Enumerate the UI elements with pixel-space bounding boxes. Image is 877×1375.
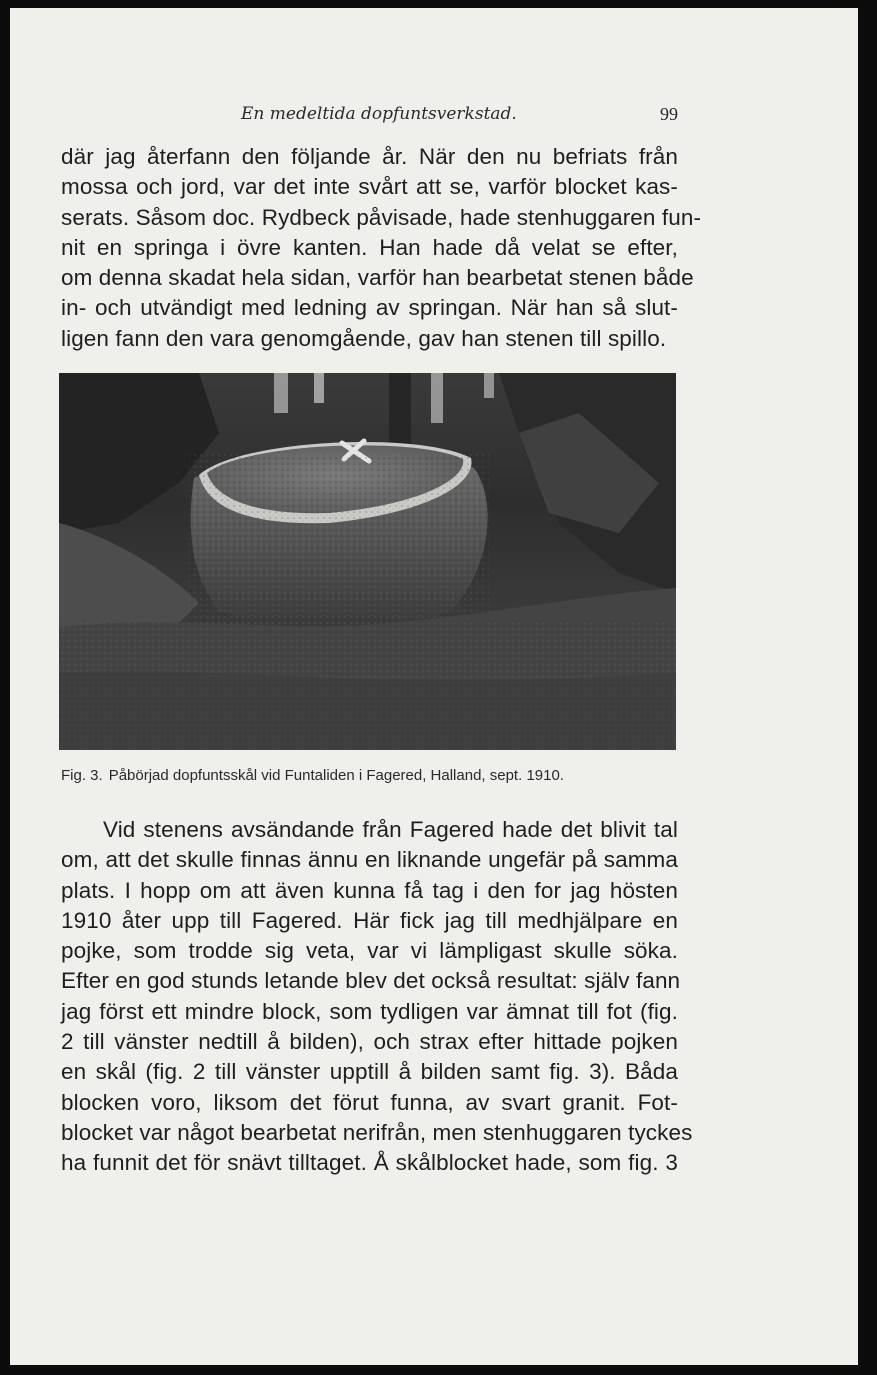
text-line: jag först ett mindre block, som tydligen var ämnat till fot (fig. bbox=[61, 998, 678, 1024]
running-title: En medeltida dopfuntsverkstad. bbox=[241, 104, 517, 124]
figure-label: Fig. 3. bbox=[61, 767, 103, 784]
figure-caption bbox=[61, 767, 678, 784]
text-line: nit en springa i övre kanten. Han hade då velat se efter, bbox=[61, 234, 678, 260]
text-line: en skål (fig. 2 till vänster upptill å bilden samt fig. 3). Båda bbox=[61, 1059, 678, 1085]
text-line: mossa och jord, var det inte svårt att se, varför blocket kas- bbox=[61, 174, 678, 200]
text-line: pojke, som trodde sig veta, var vi lämpligast skulle söka. bbox=[61, 938, 678, 964]
paragraph-2 bbox=[61, 815, 693, 1179]
photo-stone-basin bbox=[59, 373, 676, 750]
text-line: ha funnit det för snävt tilltaget. Å skålblocket hade, som fig. 3 bbox=[61, 1150, 678, 1176]
text-line: om, att det skulle finnas ännu en liknande ungefär på samma bbox=[61, 847, 678, 873]
text-line: om denna skadat hela sidan, varför han bearbetat stenen både bbox=[61, 265, 694, 291]
text-line: blocken voro, liksom det förut funna, av svart granit. Fot- bbox=[61, 1089, 678, 1115]
text-line: där jag återfann den följande år. När den nu befriats från bbox=[61, 144, 678, 169]
text-line: blocket var något bearbetat nerifrån, men stenhuggaren tyckes bbox=[61, 1119, 693, 1145]
text-line: Efter en god stunds letande blev det också resultat: själv fann bbox=[61, 968, 681, 994]
text-line: plats. I hopp om att även kunna få tag i den for jag hösten bbox=[61, 877, 678, 903]
figure-caption-text: Påbörjad dopfuntsskål vid Funtaliden i Fagered, Halland, sept. 1910. bbox=[108, 767, 564, 784]
text-line: 1910 åter upp till Fagered. Här fick jag till medhjälpare en bbox=[61, 907, 678, 933]
text-line: 2 till vänster nedtill å bilden), och strax efter hittade pojken bbox=[61, 1029, 678, 1055]
text-line: serats. Såsom doc. Rydbeck påvisade, hade stenhuggaren fun- bbox=[61, 204, 702, 230]
text-line: ligen fann den vara genomgående, gav han stenen till spillo. bbox=[61, 325, 667, 351]
page-number: 99 bbox=[660, 104, 678, 124]
text-line: in- och utvändigt med ledning av springan. När han så slut- bbox=[61, 295, 678, 321]
text-line: Vid stenens avsändande från Fagered hade det blivit tal bbox=[103, 817, 678, 842]
paragraph-1 bbox=[61, 142, 702, 354]
